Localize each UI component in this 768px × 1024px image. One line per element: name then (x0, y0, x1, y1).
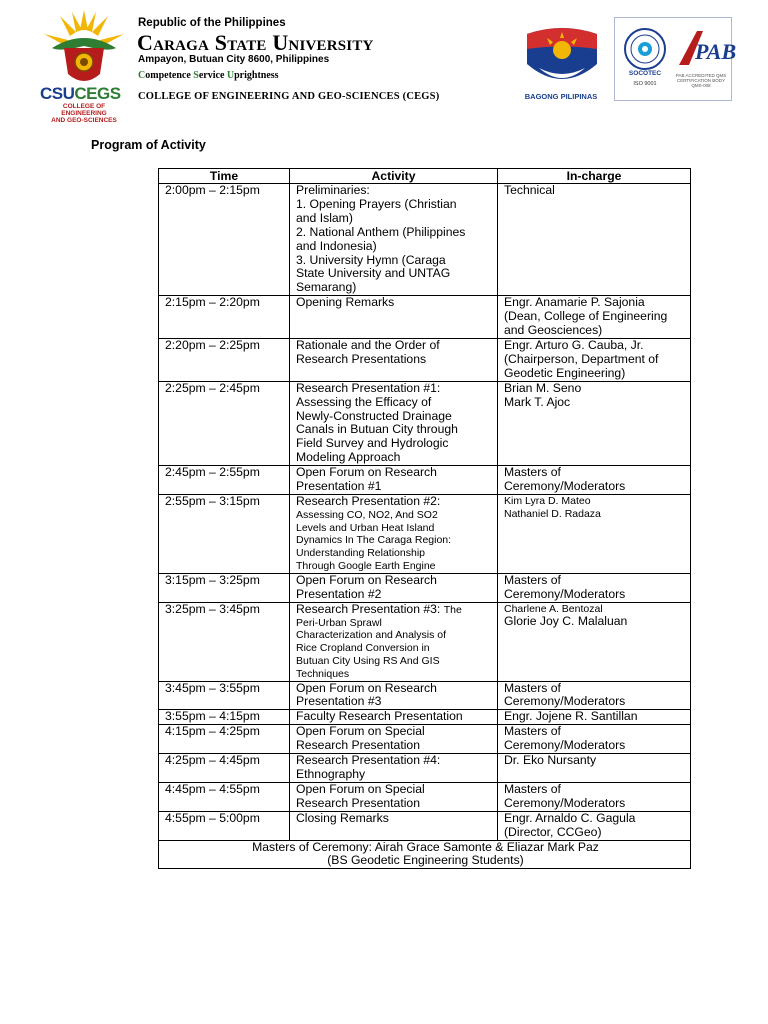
iso-label: ISO 9001 (633, 81, 657, 87)
pab-logo-text: PAB (695, 39, 737, 64)
activity-cell: Open Forum on Research Presentation #1 (290, 466, 498, 495)
table-row (159, 725, 691, 754)
table-footer-row (159, 840, 691, 869)
table-row (159, 466, 691, 495)
table-row (159, 754, 691, 783)
table-row (159, 681, 691, 710)
university-address: Ampayon, Butuan City 8600, Philippines (138, 54, 330, 65)
college-name: COLLEGE OF ENGINEERING AND GEO-SCIENCES (CEGS) (138, 91, 440, 102)
table-header-row (159, 169, 691, 184)
time-cell: 3:55pm – 4:15pm (159, 710, 290, 725)
pab-caption: PAB ACCREDITED QMS CERTIFICATION BODY QMS-008 (675, 73, 727, 88)
time-cell: 2:15pm – 2:20pm (159, 296, 290, 339)
activity-cell: Research Presentation #3: The Peri-Urban Sprawl Characterization and Analysis of Rice Cropland Conversion in Butuan City Using RS And GIS Techniques (290, 602, 498, 681)
incharge-cell: Masters of Ceremony/Moderators (498, 782, 691, 811)
incharge-cell: Engr. Jojene R. Santillan (498, 710, 691, 725)
table-row (159, 602, 691, 681)
incharge-cell: Masters of Ceremony/Moderators (498, 466, 691, 495)
time-cell: 3:45pm – 3:55pm (159, 681, 290, 710)
incharge-cell: Engr. Anamarie P. Sajonia (Dean, College of Engineering and Geosciences) (498, 296, 691, 339)
table-row (159, 296, 691, 339)
table-row (159, 811, 691, 840)
incharge-cell: Masters of Ceremony/Moderators (498, 573, 691, 602)
bagong-pilipinas-label: BAGONG PILIPINAS (524, 92, 598, 101)
time-cell: 2:20pm – 2:25pm (159, 338, 290, 381)
activity-cell: Open Forum on Special Research Presentation (290, 725, 498, 754)
header-time: Time (159, 169, 290, 184)
program-title: Program of Activity (91, 138, 206, 152)
csucegs-wordmark: CSUCEGS (40, 84, 121, 103)
activity-cell: Open Forum on Research Presentation #2 (290, 573, 498, 602)
activity-cell: Rationale and the Order of Research Presentations (290, 338, 498, 381)
table-row (159, 710, 691, 725)
time-cell: 4:25pm – 4:45pm (159, 754, 290, 783)
activity-cell: Open Forum on Research Presentation #3 (290, 681, 498, 710)
table-row (159, 494, 691, 573)
activity-cell: Preliminaries: 1. Opening Prayers (Christian and Islam) 2. National Anthem (Philippines and Indonesia) 3. University Hymn (Caraga State University and UNTAG Semarang) (290, 184, 498, 296)
table-row (159, 782, 691, 811)
activity-cell: Closing Remarks (290, 811, 498, 840)
republic-heading: Republic of the Philippines (138, 17, 286, 29)
certification-badges (614, 17, 737, 101)
time-cell: 2:45pm – 2:55pm (159, 466, 290, 495)
table-row (159, 381, 691, 465)
header-activity: Activity (290, 169, 498, 184)
university-motto: Competence Service Uprightness (138, 70, 279, 81)
incharge-cell: Masters of Ceremony/Moderators (498, 725, 691, 754)
university-name: Caraga State University (137, 30, 374, 55)
time-cell: 4:45pm – 4:55pm (159, 782, 290, 811)
incharge-cell: Engr. Arnaldo C. Gagula (Director, CCGeo) (498, 811, 691, 840)
time-cell: 2:55pm – 3:15pm (159, 494, 290, 573)
socotec-label: SOCOTEC (628, 70, 662, 77)
letterhead (0, 0, 768, 125)
activity-cell: Open Forum on Special Research Presentation (290, 782, 498, 811)
activity-cell: Research Presentation #4: Ethnography (290, 754, 498, 783)
header-incharge: In-charge (498, 169, 691, 184)
table-row (159, 573, 691, 602)
activity-cell: Faculty Research Presentation (290, 710, 498, 725)
program-table (158, 168, 691, 869)
masters-of-ceremony-note: Masters of Ceremony: Airah Grace Samonte & Eliazar Mark Paz (BS Geodetic Engineering Students) (159, 840, 691, 869)
activity-cell: Opening Remarks (290, 296, 498, 339)
activity-cell: Research Presentation #1: Assessing the Efficacy of Newly-Constructed Drainage Canals in Butuan City through Field Survey and Hydrologic Modeling Approach (290, 381, 498, 465)
incharge-cell: Engr. Arturo G. Cauba, Jr. (Chairperson, Department of Geodetic Engineering) (498, 338, 691, 381)
incharge-cell: Charlene A. Bentozal Glorie Joy C. Malaluan (498, 602, 691, 681)
activity-cell: Research Presentation #2: Assessing CO, NO2, And SO2 Levels and Urban Heat Island Dynamics In The Caraga Region: Understanding Relationship Through Google Earth Engine (290, 494, 498, 573)
time-cell: 4:15pm – 4:25pm (159, 725, 290, 754)
incharge-cell: Brian M. Seno Mark T. Ajoc (498, 381, 691, 465)
incharge-cell: Dr. Eko Nursanty (498, 754, 691, 783)
incharge-cell: Masters of Ceremony/Moderators (498, 681, 691, 710)
logo-college-subtitle: COLLEGE OF ENGINEERING AND GEO-SCIENCES (51, 103, 117, 124)
incharge-cell: Technical (498, 184, 691, 296)
time-cell: 2:25pm – 2:45pm (159, 381, 290, 465)
time-cell: 3:25pm – 3:45pm (159, 602, 290, 681)
table-row (159, 184, 691, 296)
time-cell: 4:55pm – 5:00pm (159, 811, 290, 840)
time-cell: 2:00pm – 2:15pm (159, 184, 290, 296)
table-row (159, 338, 691, 381)
time-cell: 3:15pm – 3:25pm (159, 573, 290, 602)
incharge-cell: Kim Lyra D. Mateo Nathaniel D. Radaza (498, 494, 691, 573)
